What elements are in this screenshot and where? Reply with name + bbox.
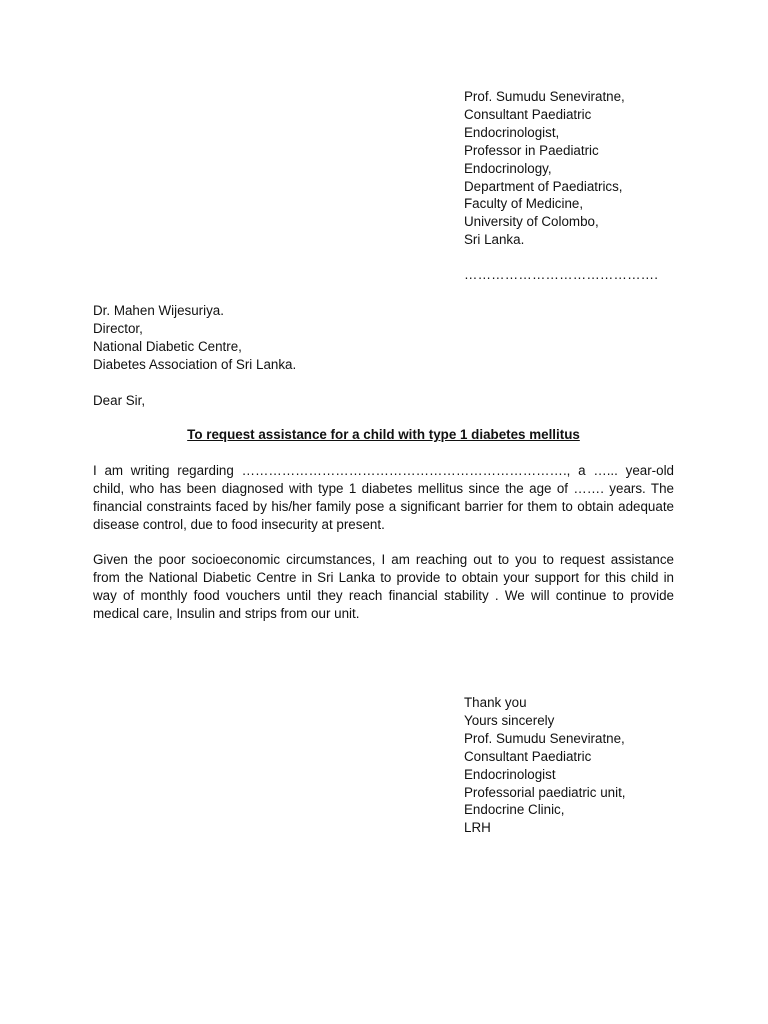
- signatory-hospital: LRH: [464, 820, 491, 836]
- recipient-title: Director,: [93, 320, 143, 336]
- salutation: Dear Sir,: [93, 393, 146, 408]
- recipient-organization: National Diabetic Centre,: [93, 338, 242, 354]
- signatory-title-line: Endocrinologist: [464, 766, 556, 782]
- recipient-address-block: [93, 302, 296, 374]
- sender-faculty: Faculty of Medicine,: [464, 196, 584, 212]
- sender-name: Prof. Sumudu Seneviratne,: [464, 89, 625, 104]
- signatory-name: Prof. Sumudu Seneviratne,: [464, 730, 625, 746]
- signatory-title-line: Consultant Paediatric: [464, 748, 592, 764]
- sender-university: University of Colombo,: [464, 214, 599, 230]
- recipient-association: Diabetes Association of Sri Lanka.: [93, 356, 297, 372]
- sender-country: Sri Lanka.: [464, 232, 525, 248]
- sender-department: Department of Paediatrics,: [464, 178, 623, 194]
- date-placeholder: …………………………………….: [464, 267, 659, 282]
- signatory-unit: Professorial paediatric unit,: [464, 784, 626, 800]
- sender-address-block: [464, 88, 754, 249]
- sender-title-line: Professor in Paediatric: [464, 142, 599, 158]
- recipient-name: Dr. Mahen Wijesuriya.: [93, 303, 224, 318]
- sender-title-line: Endocrinologist,: [464, 124, 560, 140]
- closing-thanks: Thank you: [464, 695, 527, 710]
- body-paragraph-1: I am writing regarding ………………………………………………………………., a …... year-old child, who has been diagnosed with type 1 diabetes mellitus since the age of ……. years. The financial constraints faced by his/her family pose a significant barrier for them to obtain adequate disease control, due to food insecurity at present.: [93, 463, 674, 532]
- signatory-clinic: Endocrine Clinic,: [464, 802, 565, 818]
- signoff-block: [464, 694, 754, 837]
- subject-heading: To request assistance for a child with type 1 diabetes mellitus: [187, 427, 580, 442]
- sender-title-line: Endocrinology,: [464, 160, 552, 176]
- sender-title-line: Consultant Paediatric: [464, 106, 592, 122]
- body-paragraph-2: Given the poor socioeconomic circumstances, I am reaching out to you to request assistance from the National Diabetic Centre in Sri Lanka to provide to obtain your support for this child in way of monthly food vouchers until they reach financial stability . We will continue to provide medical care, Insulin and strips from our unit.: [93, 552, 674, 621]
- closing-phrase: Yours sincerely: [464, 712, 555, 728]
